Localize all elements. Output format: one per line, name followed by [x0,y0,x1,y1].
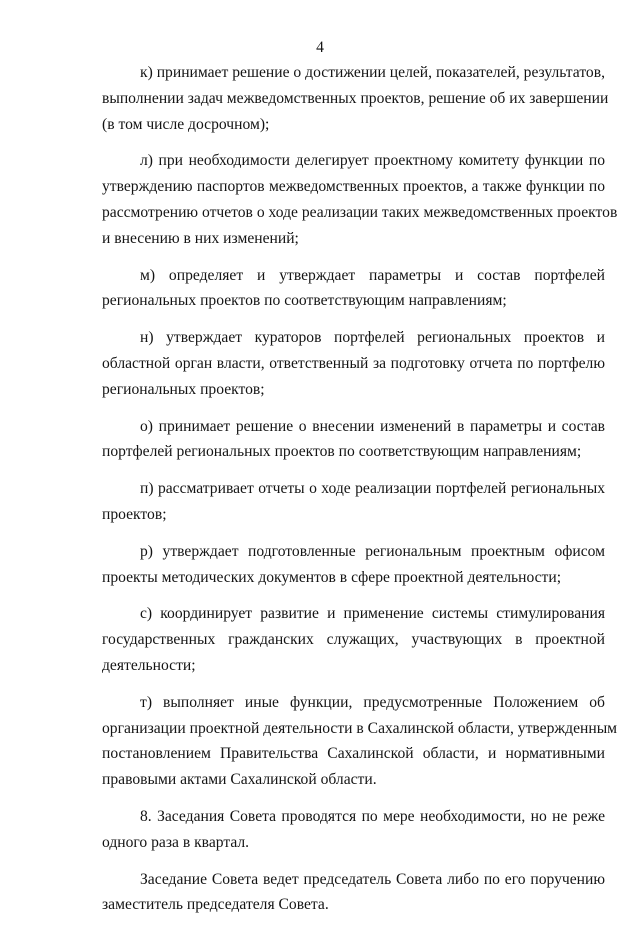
paragraph-line: п) рассматривает отчеты о ходе реализации портфелей региональных [140,480,605,498]
paragraph-line: государственных гражданских служащих, участвующих в проектной [102,631,605,649]
paragraph-line: региональных проектов по соответствующим направлениям; [102,292,507,310]
paragraph-k [102,60,609,137]
paragraph-line: и внесению в них изменений; [102,229,299,247]
paragraph-line: рассмотрению отчетов о ходе реализации таких межведомственных проектов [102,203,618,221]
page-number: 4 [316,39,324,56]
paragraph-line: областной орган власти, ответственный за подготовку отчета по портфелю [102,354,605,372]
paragraph-line: одного раза в квартал. [102,833,250,851]
paragraph-line: 8. Заседания Совета проводятся по мере необходимости, но не реже [140,807,605,825]
paragraph-8 [102,804,605,856]
paragraph-line: р) утверждает подготовленные региональным проектным офисом [140,542,605,560]
paragraph-line: утверждению паспортов межведомственных проектов, а также функции по [102,178,605,196]
paragraph-line: о) принимает решение о внесении изменений в параметры и состав [140,417,605,435]
paragraph-m [102,263,605,315]
paragraph-line: л) при необходимости делегирует проектному комитету функции по [140,152,605,170]
paragraph-p [102,476,605,528]
paragraph-s [102,601,605,678]
paragraph-line: к) принимает решение о достижении целей, показателей, результатов, [140,64,605,81]
paragraph-l [102,148,618,251]
paragraph-8b [102,867,605,919]
paragraph-line: Заседание Совета ведет председатель Совета либо по его поручению [140,870,605,888]
paragraph-t [102,690,618,793]
paragraph-line: м) определяет и утверждает параметры и состав портфелей [140,266,605,284]
paragraph-line: организации проектной деятельности в Сахалинской области, утвержденным [102,719,618,737]
document-body [102,60,618,929]
paragraph-line: т) выполняет иные функции, предусмотренные Положением об [140,693,605,711]
paragraph-line: выполнении задач межведомственных проектов, решение об их завершении [102,89,609,107]
paragraph-line: региональных проектов; [102,380,265,398]
paragraph-line: проекты методических документов в сфере проектной деятельности; [102,568,562,586]
paragraph-line: деятельности; [102,656,196,674]
paragraph-n [102,325,605,402]
paragraph-line: правовыми актами Сахалинской области. [102,771,377,789]
paragraph-line: проектов; [102,505,167,523]
paragraph-o [102,414,605,466]
paragraph-r [102,539,605,591]
paragraph-line: постановлением Правительства Сахалинской области, и нормативными [102,745,605,763]
paragraph-line: н) утверждает кураторов портфелей региональных проектов и [140,329,605,347]
paragraph-line: портфелей региональных проектов по соответствующим направлениям; [102,443,582,461]
paragraph-line: заместитель председателя Совета. [102,896,329,914]
paragraph-line: (в том числе досрочном); [102,115,270,133]
paragraph-line: с) координирует развитие и применение системы стимулирования [140,605,605,623]
